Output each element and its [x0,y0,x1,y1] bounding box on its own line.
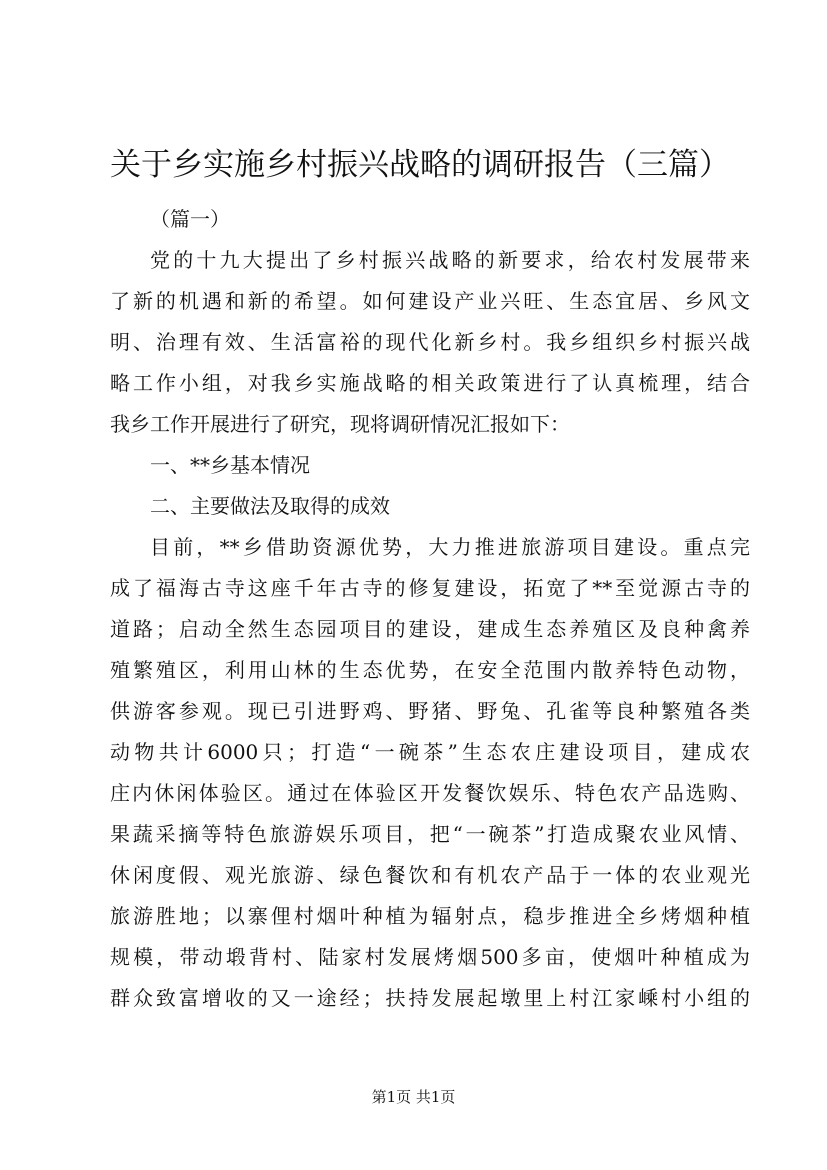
paragraph-line: 休闲度假、观光旅游、绿色餐饮和有机农产品于一体的农业观光 [110,863,750,887]
paragraph-line: 动物共计6000只；打造“一碗茶”生态农庄建设项目，建成农 [110,740,750,764]
paragraph-line: 庄内休闲体验区。通过在体验区开发餐饮娱乐、特色农产品选购、 [110,781,750,805]
paragraph-line: 我乡工作开展进行了研究，现将调研情况汇报如下： [110,412,570,436]
section-label: （篇一） [150,207,230,231]
paragraph-line: 果蔬采摘等特色旅游娱乐项目，把“一碗茶”打造成聚农业风情、 [110,822,750,846]
paragraph-line: 旅游胜地；以寨俚村烟叶种植为辐射点，稳步推进全乡烤烟种植 [110,904,750,928]
paragraph-line: 明、治理有效、生活富裕的现代化新乡村。我乡组织乡村振兴战 [110,330,750,354]
paragraph-line: 党的十九大提出了乡村振兴战略的新要求，给农村发展带来 [150,248,750,272]
paragraph-line: 目前，**乡借助资源优势，大力推进旅游项目建设。重点完 [150,535,750,559]
paragraph-line: 成了福海古寺这座千年古寺的修复建设，拓宽了**至觉源古寺的 [110,576,750,600]
section-heading: 一、**乡基本情况 [150,453,310,477]
paragraph-line: 规模，带动塅背村、陆家村发展烤烟500多亩，使烟叶种植成为 [110,945,750,969]
page-footer: 第1页 共1页 [371,1088,456,1106]
paragraph-line: 殖繁殖区，利用山林的生态优势，在安全范围内散养特色动物， [110,658,750,682]
paragraph-line: 群众致富增收的又一途经；扶持发展起墩里上村江家嵊村小组的 [110,986,750,1010]
paragraph-line: 略工作小组，对我乡实施战略的相关政策进行了认真梳理，结合 [110,371,750,395]
paragraph-line: 供游客参观。现已引进野鸡、野猪、野兔、孔雀等良种繁殖各类 [110,699,750,723]
section-heading: 二、主要做法及取得的成效 [150,494,390,518]
document-body [110,199,750,1019]
document-title: 关于乡实施乡村振兴战略的调研报告（三篇） [110,147,730,183]
paragraph-line: 了新的机遇和新的希望。如何建设产业兴旺、生态宜居、乡风文 [110,289,750,313]
paragraph-line: 道路；启动全然生态园项目的建设，建成生态养殖区及良种禽养 [110,617,750,641]
